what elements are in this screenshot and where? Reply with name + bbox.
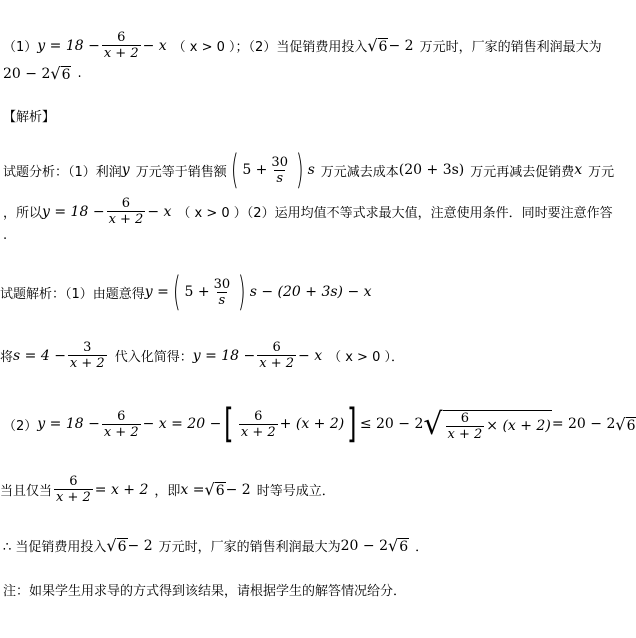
analysis-l2-fraction	[107, 196, 146, 227]
analysis-5plus: 5 +	[242, 162, 268, 178]
radical-sign-icon: √	[367, 36, 378, 55]
fraction-denominator: x + 2	[108, 212, 144, 227]
answer-sqrt	[367, 36, 388, 55]
solution-l5-sqrt-2	[388, 536, 409, 555]
solution-line-4	[0, 474, 335, 505]
analysis-l2-text-a: ，所以	[3, 206, 43, 221]
solution-l3-text-a: （2）	[3, 418, 38, 434]
left-paren-icon: (	[172, 269, 181, 315]
solution-l3-sqrt	[615, 415, 636, 434]
solution-l2-fraction-2	[257, 340, 296, 371]
solution-l2-s: s = 4 −	[13, 347, 66, 364]
answer-period: .	[77, 66, 82, 81]
radical-sign-icon: √	[204, 480, 215, 499]
solution-l5-text-a: ∴ 当促销费用投入	[3, 540, 107, 555]
analysis-line-2	[3, 196, 613, 227]
solution-l3-e: × (x + 2)	[486, 418, 551, 434]
solution-line-2	[0, 340, 404, 371]
radical-sign-icon: √	[106, 536, 117, 555]
fraction-numerator: 6	[254, 408, 263, 424]
fraction-denominator: x + 2	[69, 356, 105, 371]
fraction-numerator: 6	[69, 474, 78, 489]
fraction-numerator: 6	[272, 340, 281, 355]
solution-l1-rest: s − (20 + 3s) − x	[249, 284, 372, 300]
fraction-denominator: x + 2	[240, 424, 276, 440]
radical-sign-icon: √	[50, 64, 61, 83]
answer-y-eq: y = 18 −	[37, 37, 100, 54]
solution-l4-x: x =	[180, 481, 205, 498]
solution-l3-c: + (x + 2)	[279, 416, 345, 432]
fraction-numerator: 30	[213, 276, 231, 292]
analysis-l3-text: .	[3, 228, 8, 243]
analysis-line-1	[3, 147, 615, 193]
right-bracket-icon: ]	[347, 401, 357, 447]
solution-l3-fraction-3	[446, 411, 485, 442]
solution-line-3	[3, 401, 636, 447]
answer-text-after: 万元时，厂家的销售利润最大为	[419, 40, 602, 55]
solution-l5-sqrt	[106, 536, 127, 555]
radicand: 6	[626, 417, 636, 434]
analysis-l2-text-b: （ x > 0 ）（2）运用均值不等式求最大值，注意使用条件．同时要注意作答	[177, 206, 613, 221]
solution-l2-text-b: 代入化简得：	[114, 350, 193, 365]
solution-line-5	[3, 536, 428, 555]
solution-l3-fraction-2	[239, 409, 278, 440]
solution-l1-y: y =	[144, 284, 169, 300]
analysis-x: x	[574, 162, 583, 178]
left-paren-icon: (	[230, 147, 239, 193]
analysis-s: s	[307, 162, 315, 178]
solution-l4-text-a: 当且仅当	[0, 484, 53, 499]
solution-line-1	[0, 269, 372, 315]
solution-l1-fraction	[212, 277, 233, 308]
solution-l1-5plus: 5 +	[184, 284, 210, 300]
left-bracket-icon: [	[224, 401, 234, 447]
solution-l4-text-c: ，即	[154, 484, 181, 499]
radicand: 6	[378, 39, 388, 55]
solution-l3-fraction-1	[102, 409, 141, 440]
solution-l4-fraction	[54, 474, 93, 505]
answer-line-1	[3, 30, 602, 61]
solution-l2-text-a: 将	[0, 350, 14, 365]
fraction-numerator: 6	[121, 196, 131, 211]
answer-part-label: （1）	[3, 40, 38, 55]
analysis-cost: (20 + 3s)	[398, 162, 465, 178]
radical-sign-icon: √	[423, 406, 443, 442]
analysis-text-d: 万元再减去促销费	[470, 164, 575, 180]
solution-l4-text-e: 时等号成立．	[256, 484, 335, 499]
answer-minus-2: − 2	[388, 37, 414, 54]
fraction-denominator: s	[218, 292, 226, 308]
right-paren-icon: )	[238, 269, 246, 315]
right-paren-icon: )	[295, 147, 304, 193]
analysis-text-b: 万元等于销售额	[135, 164, 227, 180]
fraction-denominator: x + 2	[447, 426, 483, 442]
analysis-text-e: 万元	[588, 164, 615, 180]
solution-l2-fraction-1	[68, 340, 107, 371]
answer-line-2	[3, 64, 82, 83]
radical-sign-icon: √	[388, 536, 399, 555]
solution-l3-big-sqrt	[423, 407, 551, 442]
solution-l4-sqrt	[205, 480, 226, 499]
section-title	[3, 106, 55, 125]
analysis-text-c: 万元减去成本	[320, 164, 399, 180]
note-text: 注：如果学生用求导的方式得到该结果，请根据学生的解答情况给分．	[3, 584, 407, 599]
radicand: 6	[399, 539, 409, 555]
solution-l5-text-e: ．	[415, 540, 429, 555]
solution-l3-f: = 20 − 2	[551, 416, 616, 432]
solution-l1-text-a: 试题解析：（1）由题意得	[0, 286, 145, 302]
radical-sign-icon: √	[615, 414, 626, 434]
fraction-denominator: x + 2	[259, 356, 295, 371]
radicand: 6	[61, 67, 71, 83]
fraction-denominator: s	[276, 170, 284, 186]
radicand: 6	[117, 539, 127, 555]
solution-l3-b: − x = 20 −	[142, 416, 222, 432]
fraction-numerator: 6	[117, 408, 126, 424]
answer-condition: （ x > 0 ）；（2）当促销费用投入	[172, 40, 368, 55]
solution-l2-minus-x: − x	[298, 347, 323, 364]
section-title-text: 【解析】	[3, 110, 56, 125]
analysis-l2-y: y = 18 −	[42, 203, 105, 220]
analysis-line-3	[3, 228, 7, 243]
solution-l2-y: y = 18 −	[192, 347, 256, 364]
solution-l3-d: ≤ 20 − 2	[359, 416, 424, 432]
fraction-numerator: 3	[83, 340, 92, 355]
fraction-numerator: 6	[117, 30, 126, 45]
fraction-numerator: 6	[460, 410, 470, 426]
solution-l5-d: 20 − 2	[340, 537, 388, 554]
solution-l5-text-c: 万元时，厂家的销售利润最大为	[158, 540, 341, 555]
radicand	[443, 410, 552, 442]
answer-fraction	[102, 30, 141, 61]
fraction-numerator: 30	[271, 154, 288, 170]
analysis-fraction	[269, 155, 290, 186]
answer-minus-x: − x	[142, 37, 167, 54]
radicand: 6	[215, 483, 225, 499]
note-line	[3, 580, 406, 599]
analysis-text-a: 试题分析：（1）利润	[3, 164, 122, 180]
answer-max-prefix: 20 − 2	[3, 65, 51, 82]
fraction-denominator: x + 2	[56, 490, 91, 505]
solution-l2-text-c: （ x > 0 ）．	[328, 350, 404, 365]
answer-max-sqrt	[50, 64, 71, 83]
analysis-l2-minus-x: − x	[147, 203, 172, 220]
fraction-denominator: x + 2	[103, 46, 139, 61]
solution-l4-d: − 2	[225, 481, 251, 498]
analysis-y: y	[121, 162, 130, 178]
solution-l3-y: y = 18 −	[37, 416, 100, 432]
fraction-denominator: x + 2	[103, 424, 139, 440]
solution-l5-b: − 2	[127, 537, 153, 554]
solution-l4-b: = x + 2	[94, 481, 149, 498]
